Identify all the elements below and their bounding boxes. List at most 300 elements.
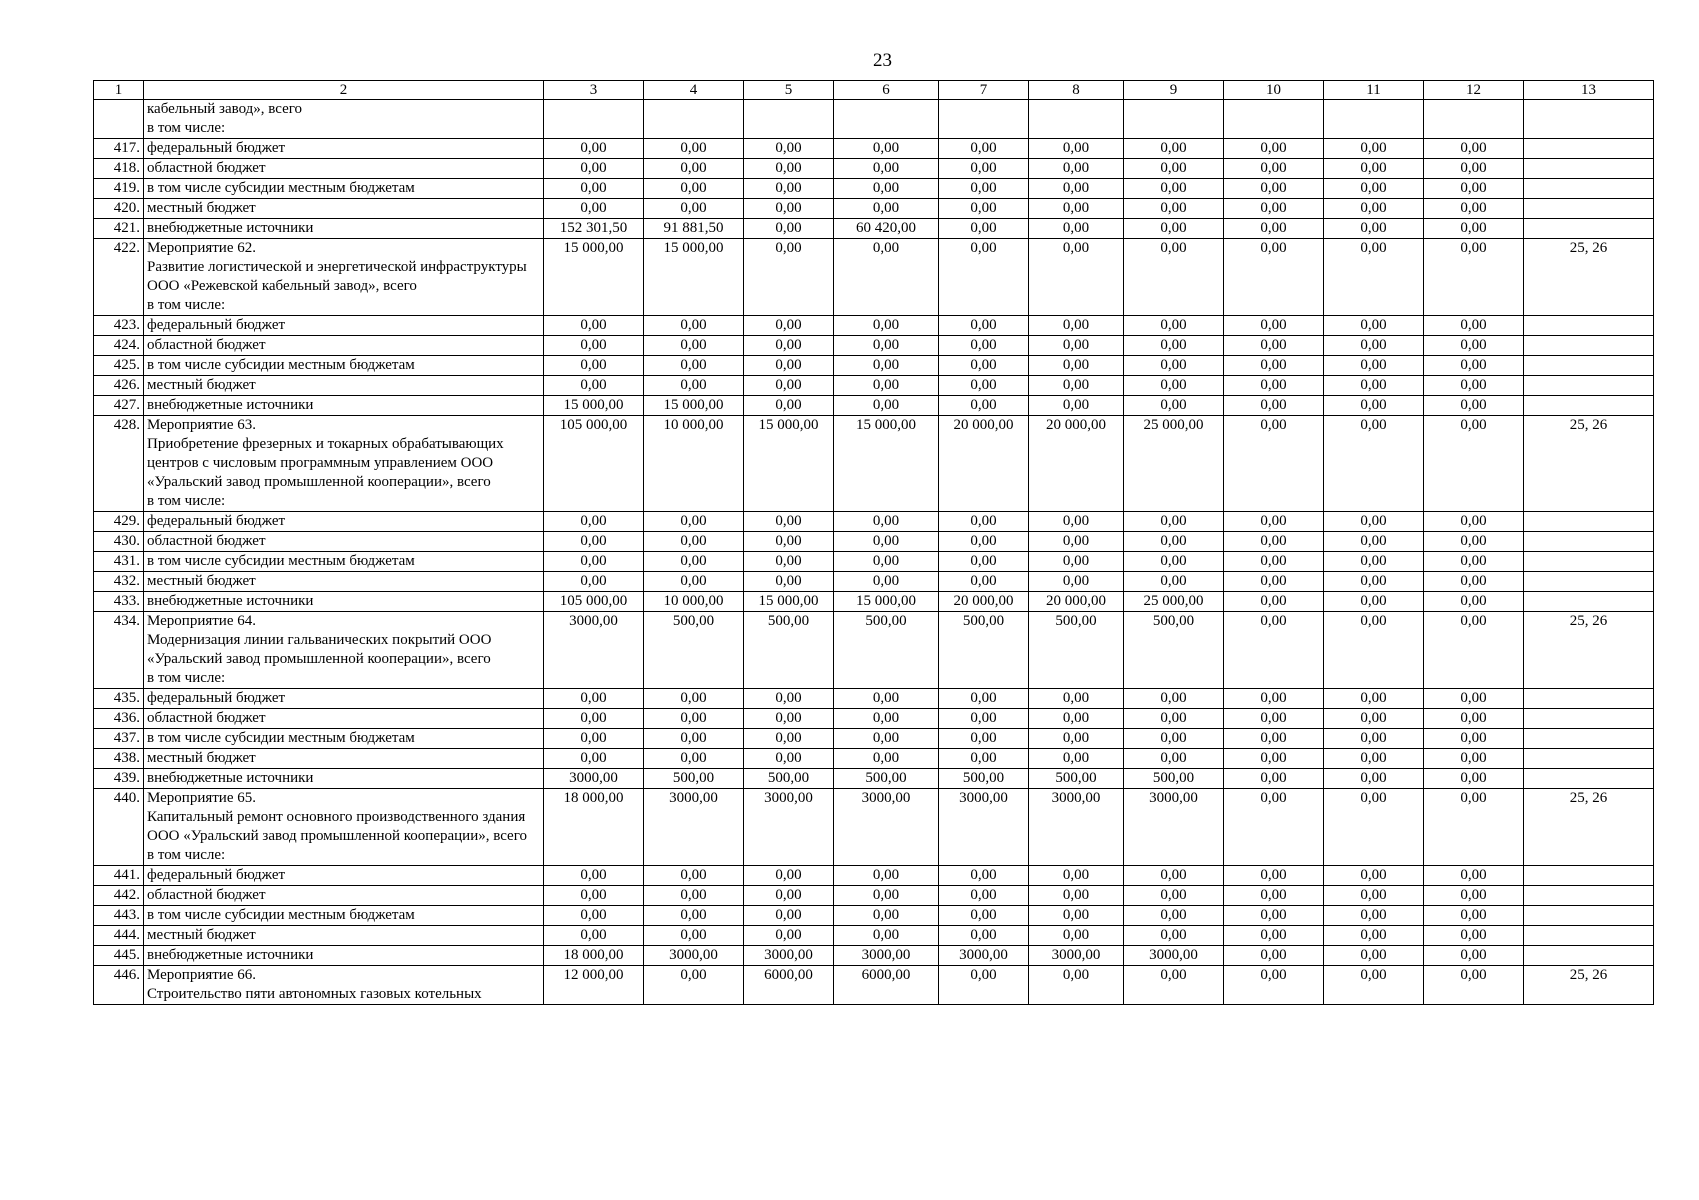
row-number: 442. — [94, 886, 144, 906]
value-cell: 500,00 — [644, 612, 744, 689]
value-cell: 0,00 — [544, 376, 644, 396]
value-cell: 0,00 — [1224, 906, 1324, 926]
value-cell: 0,00 — [1324, 219, 1424, 239]
value-cell: 0,00 — [1224, 416, 1324, 512]
value-cell: 0,00 — [939, 356, 1029, 376]
value-cell: 0,00 — [1424, 866, 1524, 886]
value-cell: 0,00 — [744, 316, 834, 336]
value-cell: 0,00 — [1424, 532, 1524, 552]
value-cell: 0,00 — [644, 376, 744, 396]
value-cell: 0,00 — [939, 219, 1029, 239]
value-cell: 0,00 — [834, 356, 939, 376]
value-cell: 0,00 — [1124, 179, 1224, 199]
value-cell: 0,00 — [1324, 906, 1424, 926]
value-cell: 0,00 — [744, 396, 834, 416]
value-cell: 3000,00 — [834, 789, 939, 866]
value-cell: 500,00 — [939, 769, 1029, 789]
note-cell — [1524, 512, 1654, 532]
value-cell: 0,00 — [1224, 396, 1324, 416]
value-cell: 0,00 — [544, 336, 644, 356]
value-cell: 0,00 — [644, 866, 744, 886]
row-label: Мероприятие 66. Строительство пяти автономных газовых котельных — [144, 966, 544, 1005]
column-header-9: 9 — [1124, 81, 1224, 100]
value-cell: 152 301,50 — [544, 219, 644, 239]
table-row-measure — [94, 416, 1654, 512]
value-cell: 500,00 — [644, 769, 744, 789]
value-cell: 0,00 — [744, 886, 834, 906]
row-label: областной бюджет — [144, 886, 544, 906]
value-cell: 0,00 — [1324, 316, 1424, 336]
value-cell: 15 000,00 — [644, 239, 744, 316]
value-cell: 0,00 — [1424, 926, 1524, 946]
value-cell: 15 000,00 — [544, 239, 644, 316]
value-cell: 0,00 — [939, 139, 1029, 159]
value-cell: 0,00 — [1424, 966, 1524, 1005]
value-cell: 0,00 — [1124, 572, 1224, 592]
value-cell: 0,00 — [544, 159, 644, 179]
row-label: Мероприятие 65. Капитальный ремонт основного производственного здания ООО «Уральский завод промышленной кооперации», всего в том числе: — [144, 789, 544, 866]
note-cell: 25, 26 — [1524, 612, 1654, 689]
value-cell: 0,00 — [644, 926, 744, 946]
value-cell: 0,00 — [544, 532, 644, 552]
value-cell — [1424, 100, 1524, 139]
value-cell — [834, 100, 939, 139]
table-row — [94, 199, 1654, 219]
row-number: 446. — [94, 966, 144, 1005]
value-cell: 0,00 — [1124, 866, 1224, 886]
value-cell — [1124, 100, 1224, 139]
table-row — [94, 886, 1654, 906]
value-cell: 0,00 — [939, 966, 1029, 1005]
table-row — [94, 396, 1654, 416]
value-cell: 0,00 — [1224, 336, 1324, 356]
value-cell: 0,00 — [744, 159, 834, 179]
row-label: кабельный завод», всего в том числе: — [144, 100, 544, 139]
value-cell: 0,00 — [834, 866, 939, 886]
row-number: 444. — [94, 926, 144, 946]
value-cell: 0,00 — [939, 709, 1029, 729]
note-cell — [1524, 572, 1654, 592]
row-label: местный бюджет — [144, 749, 544, 769]
value-cell: 0,00 — [1029, 572, 1124, 592]
row-number: 432. — [94, 572, 144, 592]
value-cell: 0,00 — [1124, 926, 1224, 946]
value-cell: 0,00 — [1424, 159, 1524, 179]
value-cell: 0,00 — [1424, 689, 1524, 709]
value-cell: 500,00 — [834, 612, 939, 689]
note-cell — [1524, 356, 1654, 376]
row-number: 418. — [94, 159, 144, 179]
value-cell: 0,00 — [1029, 689, 1124, 709]
row-number: 437. — [94, 729, 144, 749]
value-cell: 0,00 — [544, 179, 644, 199]
value-cell: 0,00 — [1424, 316, 1524, 336]
table-row-measure — [94, 789, 1654, 866]
table-row — [94, 689, 1654, 709]
note-cell — [1524, 396, 1654, 416]
value-cell: 0,00 — [544, 512, 644, 532]
note-cell — [1524, 946, 1654, 966]
row-label: областной бюджет — [144, 336, 544, 356]
value-cell: 0,00 — [1324, 966, 1424, 1005]
value-cell: 0,00 — [1224, 572, 1324, 592]
value-cell: 0,00 — [834, 512, 939, 532]
table-row — [94, 572, 1654, 592]
value-cell: 0,00 — [744, 866, 834, 886]
value-cell: 0,00 — [939, 749, 1029, 769]
value-cell: 0,00 — [1224, 139, 1324, 159]
row-number: 428. — [94, 416, 144, 512]
table-row — [94, 316, 1654, 336]
value-cell: 0,00 — [1224, 316, 1324, 336]
value-cell: 0,00 — [939, 179, 1029, 199]
column-header-12: 12 — [1424, 81, 1524, 100]
value-cell: 0,00 — [1224, 239, 1324, 316]
note-cell — [1524, 709, 1654, 729]
table-row — [94, 729, 1654, 749]
value-cell: 0,00 — [834, 199, 939, 219]
value-cell — [1029, 100, 1124, 139]
value-cell — [939, 100, 1029, 139]
value-cell: 0,00 — [1424, 179, 1524, 199]
table-row — [94, 926, 1654, 946]
value-cell: 0,00 — [939, 512, 1029, 532]
value-cell: 0,00 — [644, 159, 744, 179]
value-cell: 0,00 — [644, 199, 744, 219]
value-cell: 0,00 — [744, 336, 834, 356]
value-cell: 0,00 — [1424, 906, 1524, 926]
value-cell: 0,00 — [1324, 572, 1424, 592]
column-header-3: 3 — [544, 81, 644, 100]
value-cell: 0,00 — [544, 199, 644, 219]
value-cell: 0,00 — [1224, 612, 1324, 689]
value-cell: 0,00 — [1424, 512, 1524, 532]
note-cell — [1524, 906, 1654, 926]
value-cell: 3000,00 — [644, 946, 744, 966]
value-cell: 0,00 — [1324, 199, 1424, 219]
value-cell: 18 000,00 — [544, 946, 644, 966]
value-cell: 0,00 — [744, 906, 834, 926]
value-cell: 0,00 — [1224, 592, 1324, 612]
value-cell: 12 000,00 — [544, 966, 644, 1005]
value-cell: 0,00 — [1324, 592, 1424, 612]
value-cell: 0,00 — [1124, 749, 1224, 769]
value-cell: 20 000,00 — [939, 592, 1029, 612]
row-label: федеральный бюджет — [144, 689, 544, 709]
value-cell: 0,00 — [1029, 709, 1124, 729]
value-cell: 0,00 — [1424, 572, 1524, 592]
value-cell — [544, 100, 644, 139]
value-cell: 0,00 — [1424, 749, 1524, 769]
value-cell: 0,00 — [1424, 709, 1524, 729]
value-cell: 0,00 — [1324, 769, 1424, 789]
table-row — [94, 512, 1654, 532]
row-number: 440. — [94, 789, 144, 866]
value-cell: 0,00 — [1324, 532, 1424, 552]
table-row — [94, 532, 1654, 552]
value-cell: 3000,00 — [1029, 789, 1124, 866]
value-cell: 0,00 — [834, 396, 939, 416]
table-row — [94, 179, 1654, 199]
value-cell: 0,00 — [1324, 612, 1424, 689]
value-cell: 0,00 — [544, 709, 644, 729]
note-cell — [1524, 219, 1654, 239]
row-number: 422. — [94, 239, 144, 316]
value-cell: 0,00 — [939, 239, 1029, 316]
note-cell — [1524, 769, 1654, 789]
value-cell: 0,00 — [939, 396, 1029, 416]
value-cell: 0,00 — [1324, 866, 1424, 886]
column-header-6: 6 — [834, 81, 939, 100]
value-cell: 0,00 — [834, 886, 939, 906]
value-cell: 0,00 — [939, 729, 1029, 749]
value-cell: 0,00 — [644, 336, 744, 356]
value-cell: 0,00 — [744, 239, 834, 316]
note-cell — [1524, 749, 1654, 769]
value-cell: 0,00 — [1224, 179, 1324, 199]
value-cell: 0,00 — [1029, 886, 1124, 906]
value-cell: 0,00 — [1124, 689, 1224, 709]
note-cell: 25, 26 — [1524, 239, 1654, 316]
value-cell: 0,00 — [1029, 179, 1124, 199]
value-cell: 0,00 — [544, 572, 644, 592]
value-cell: 0,00 — [644, 139, 744, 159]
value-cell: 0,00 — [1224, 512, 1324, 532]
value-cell: 0,00 — [1029, 966, 1124, 1005]
table-row — [94, 946, 1654, 966]
row-number: 420. — [94, 199, 144, 219]
value-cell: 0,00 — [544, 356, 644, 376]
value-cell: 0,00 — [1324, 729, 1424, 749]
value-cell: 0,00 — [1124, 219, 1224, 239]
value-cell: 0,00 — [1424, 239, 1524, 316]
value-cell: 0,00 — [1324, 689, 1424, 709]
value-cell: 0,00 — [1424, 886, 1524, 906]
value-cell: 0,00 — [1224, 199, 1324, 219]
value-cell: 0,00 — [1224, 866, 1324, 886]
table-row — [94, 592, 1654, 612]
row-label: в том числе субсидии местным бюджетам — [144, 179, 544, 199]
value-cell: 0,00 — [1424, 552, 1524, 572]
row-number: 434. — [94, 612, 144, 689]
value-cell: 500,00 — [1124, 612, 1224, 689]
row-label: местный бюджет — [144, 376, 544, 396]
value-cell: 500,00 — [744, 769, 834, 789]
value-cell: 0,00 — [939, 159, 1029, 179]
value-cell: 0,00 — [1324, 416, 1424, 512]
value-cell: 3000,00 — [1029, 946, 1124, 966]
value-cell: 0,00 — [1124, 552, 1224, 572]
value-cell: 0,00 — [939, 926, 1029, 946]
value-cell: 0,00 — [544, 316, 644, 336]
table-row-measure — [94, 612, 1654, 689]
value-cell: 0,00 — [1029, 926, 1124, 946]
value-cell: 0,00 — [1124, 966, 1224, 1005]
note-cell: 25, 26 — [1524, 416, 1654, 512]
value-cell: 500,00 — [1029, 769, 1124, 789]
value-cell: 0,00 — [644, 179, 744, 199]
row-number — [94, 100, 144, 139]
value-cell: 0,00 — [644, 572, 744, 592]
value-cell: 0,00 — [644, 966, 744, 1005]
value-cell: 0,00 — [744, 729, 834, 749]
value-cell: 0,00 — [1029, 336, 1124, 356]
value-cell: 0,00 — [1324, 239, 1424, 316]
value-cell: 0,00 — [1029, 552, 1124, 572]
value-cell: 0,00 — [1224, 749, 1324, 769]
value-cell: 0,00 — [744, 512, 834, 532]
table-header-row — [94, 81, 1654, 100]
value-cell: 0,00 — [1224, 946, 1324, 966]
row-number: 423. — [94, 316, 144, 336]
note-cell — [1524, 159, 1654, 179]
value-cell: 0,00 — [939, 376, 1029, 396]
value-cell: 0,00 — [744, 199, 834, 219]
value-cell: 20 000,00 — [1029, 592, 1124, 612]
value-cell: 0,00 — [1424, 592, 1524, 612]
table-row-measure — [94, 239, 1654, 316]
value-cell: 15 000,00 — [744, 416, 834, 512]
row-label: внебюджетные источники — [144, 946, 544, 966]
row-label: областной бюджет — [144, 709, 544, 729]
table-row — [94, 709, 1654, 729]
value-cell: 0,00 — [939, 572, 1029, 592]
table-row — [94, 219, 1654, 239]
row-label: внебюджетные источники — [144, 396, 544, 416]
row-number: 419. — [94, 179, 144, 199]
value-cell: 0,00 — [1224, 789, 1324, 866]
value-cell: 0,00 — [1324, 926, 1424, 946]
value-cell: 0,00 — [644, 689, 744, 709]
value-cell: 0,00 — [939, 316, 1029, 336]
value-cell: 0,00 — [1324, 159, 1424, 179]
value-cell: 0,00 — [1124, 396, 1224, 416]
note-cell — [1524, 592, 1654, 612]
value-cell: 0,00 — [1124, 906, 1224, 926]
page-number: 23 — [873, 50, 892, 71]
value-cell: 0,00 — [1224, 376, 1324, 396]
value-cell: 15 000,00 — [644, 396, 744, 416]
value-cell: 0,00 — [1029, 376, 1124, 396]
value-cell: 0,00 — [1224, 159, 1324, 179]
value-cell: 0,00 — [834, 239, 939, 316]
value-cell: 0,00 — [1029, 199, 1124, 219]
row-label: внебюджетные источники — [144, 592, 544, 612]
value-cell: 0,00 — [744, 179, 834, 199]
value-cell: 6000,00 — [834, 966, 939, 1005]
table-row-measure — [94, 100, 1654, 139]
row-number: 424. — [94, 336, 144, 356]
row-number: 421. — [94, 219, 144, 239]
value-cell: 0,00 — [1029, 866, 1124, 886]
value-cell: 0,00 — [744, 749, 834, 769]
row-label: федеральный бюджет — [144, 139, 544, 159]
value-cell: 0,00 — [1324, 789, 1424, 866]
value-cell: 18 000,00 — [544, 789, 644, 866]
value-cell: 0,00 — [1424, 336, 1524, 356]
value-cell: 0,00 — [1324, 552, 1424, 572]
value-cell: 0,00 — [1424, 139, 1524, 159]
value-cell: 0,00 — [1029, 159, 1124, 179]
value-cell: 500,00 — [744, 612, 834, 689]
value-cell: 0,00 — [1324, 946, 1424, 966]
value-cell: 3000,00 — [834, 946, 939, 966]
value-cell: 0,00 — [1324, 179, 1424, 199]
budget-table — [93, 80, 1654, 1005]
value-cell: 500,00 — [939, 612, 1029, 689]
value-cell: 0,00 — [1124, 512, 1224, 532]
value-cell: 0,00 — [644, 532, 744, 552]
column-header-7: 7 — [939, 81, 1029, 100]
value-cell: 0,00 — [544, 689, 644, 709]
value-cell: 0,00 — [1424, 199, 1524, 219]
note-cell — [1524, 336, 1654, 356]
value-cell: 0,00 — [1224, 689, 1324, 709]
value-cell: 0,00 — [1424, 729, 1524, 749]
value-cell — [644, 100, 744, 139]
value-cell: 0,00 — [1029, 316, 1124, 336]
value-cell: 0,00 — [1029, 356, 1124, 376]
value-cell: 105 000,00 — [544, 416, 644, 512]
column-header-8: 8 — [1029, 81, 1124, 100]
value-cell: 0,00 — [1324, 376, 1424, 396]
table-row — [94, 769, 1654, 789]
value-cell: 0,00 — [1224, 552, 1324, 572]
value-cell: 0,00 — [834, 926, 939, 946]
value-cell: 0,00 — [834, 709, 939, 729]
value-cell: 15 000,00 — [834, 592, 939, 612]
value-cell: 0,00 — [1424, 356, 1524, 376]
table-row — [94, 906, 1654, 926]
value-cell: 0,00 — [1324, 356, 1424, 376]
row-number: 445. — [94, 946, 144, 966]
value-cell: 0,00 — [1124, 709, 1224, 729]
column-header-1: 1 — [94, 81, 144, 100]
value-cell: 60 420,00 — [834, 219, 939, 239]
value-cell: 0,00 — [834, 179, 939, 199]
note-cell — [1524, 100, 1654, 139]
value-cell: 0,00 — [644, 729, 744, 749]
value-cell: 0,00 — [644, 886, 744, 906]
row-label: областной бюджет — [144, 532, 544, 552]
table-row — [94, 336, 1654, 356]
value-cell: 0,00 — [1124, 356, 1224, 376]
row-number: 426. — [94, 376, 144, 396]
row-label: Мероприятие 62. Развитие логистической и энергетической инфраструктуры ООО «Режевской кабельный завод», всего в том числе: — [144, 239, 544, 316]
value-cell: 0,00 — [939, 886, 1029, 906]
value-cell: 3000,00 — [744, 789, 834, 866]
column-header-13: 13 — [1524, 81, 1654, 100]
row-number: 425. — [94, 356, 144, 376]
value-cell: 0,00 — [1124, 139, 1224, 159]
value-cell: 0,00 — [1124, 159, 1224, 179]
value-cell: 500,00 — [1124, 769, 1224, 789]
value-cell: 0,00 — [1224, 709, 1324, 729]
value-cell: 0,00 — [1029, 729, 1124, 749]
value-cell: 0,00 — [644, 512, 744, 532]
row-label: внебюджетные источники — [144, 769, 544, 789]
value-cell: 3000,00 — [939, 789, 1029, 866]
value-cell: 0,00 — [1324, 336, 1424, 356]
value-cell: 10 000,00 — [644, 592, 744, 612]
value-cell: 0,00 — [1224, 532, 1324, 552]
table-row — [94, 376, 1654, 396]
value-cell: 0,00 — [1029, 512, 1124, 532]
table-row — [94, 159, 1654, 179]
value-cell: 0,00 — [544, 552, 644, 572]
value-cell: 0,00 — [939, 532, 1029, 552]
value-cell: 0,00 — [834, 316, 939, 336]
